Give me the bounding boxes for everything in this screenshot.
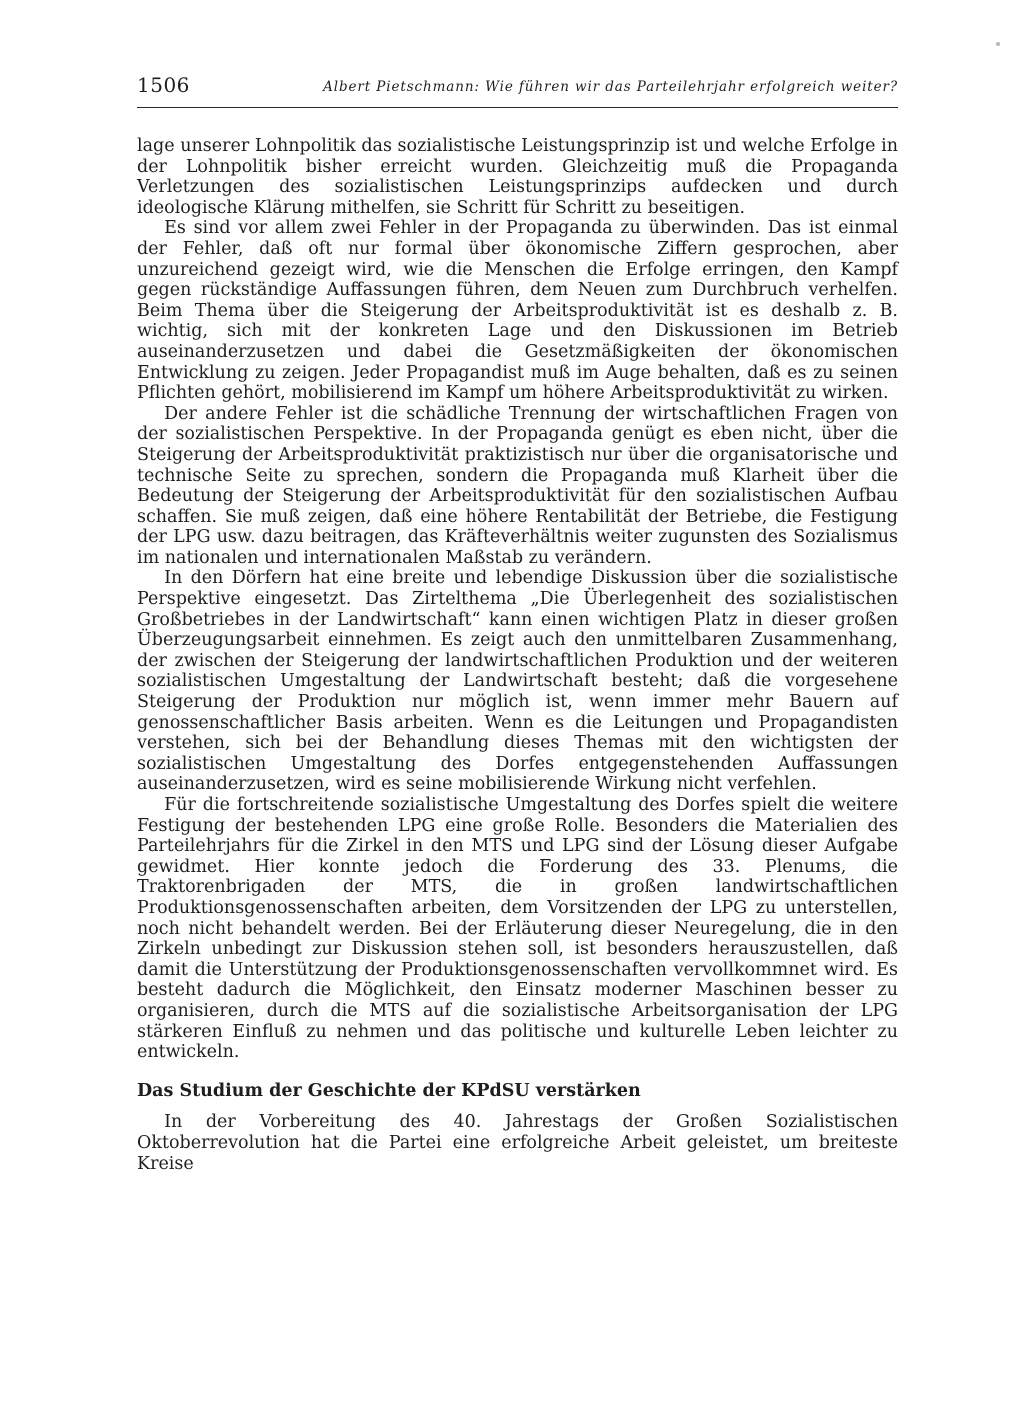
paragraph-continued: lage unserer Lohnpolitik das sozialistische Leistungsprinzip ist und welche Erfolge in der Lohnpolitik bisher erreicht wurden. Gleichzeitig muß die Propaganda Verletzungen des sozialistischen Leistungsprinzips aufdecken und durch ideologische Klärung mithelfen, sie Schritt für Schritt zu beseitigen. <box>137 136 898 218</box>
paragraph-other-error: Der andere Fehler ist die schädliche Trennung der wirtschaftlichen Fragen von der sozialistischen Perspektive. In der Propaganda genügt es eben nicht, über die Steigerung der Arbeitsproduktivität praktizistisch nur über die organisatorische und technische Seite zu sprechen, sondern die Propaganda muß Klarheit über die Bedeutung der Steigerung der Arbeitsproduktivität für den sozialistischen Aufbau schaffen. Sie muß zeigen, daß eine höhere Rentabilität der Betriebe, die Festigung der LPG usw. dazu beitragen, das Kräfteverhältnis weiter zugunsten des Sozialismus im nationalen und internationalen Maßstab zu verändern. <box>137 403 898 568</box>
page-number: 1506 <box>137 73 190 97</box>
paper-speck <box>996 42 1000 46</box>
section-heading: Das Studium der Geschichte der KPdSU verstärken <box>137 1080 641 1101</box>
paragraph-lpg-consolidation: Für die fortschreitende sozialistische Umgestaltung des Dorfes spielt die weitere Festigung der bestehenden LPG eine große Rolle. Besonders die Materialien des Parteilehrjahrs für die Zirkel in den MTS und LPG sind der Lösung dieser Aufgabe gewidmet. Hier konnte jedoch die Forderung des 33. Plenums, die Traktorenbrigaden der MTS, die in großen landwirtschaftlichen Produktionsgenossenschaften arbeiten, dem Vorsitzenden der LPG zu unterstellen, noch nicht behandelt werden. Bei der Erläuterung dieser Neuregelung, die in den Zirkeln unbedingt zur Diskussion stehen soll, ist besonders herauszustellen, daß damit die Unterstützung der Produktionsgenossenschaften vervollkommnet wird. Es besteht dadurch die Möglichkeit, den Einsatz moderner Maschinen besser zu organisieren, durch die MTS auf die sozialistische Arbeitsorganisation der LPG stärkeren Einfluß zu nehmen und das politische und kulturelle Leben leichter zu entwickeln. <box>137 795 898 1063</box>
paragraph-october-revolution: In der Vorbereitung des 40. Jahrestags der Großen Sozialistischen Oktoberrevolution hat die Partei eine erfolgreiche Arbeit geleistet, um breiteste Kreise <box>137 1112 898 1174</box>
running-title: Albert Pietschmann: Wie führen wir das Parteilehrjahr erfolgreich weiter? <box>323 79 898 95</box>
paragraph-villages: In den Dörfern hat eine breite und lebendige Diskussion über die sozialistische Perspektive eingesetzt. Das Zirtelthema „Die Überlegenheit des sozialistischen Großbetriebes in der Landwirtschaft“ kann einen wichtigen Platz in dieser großen Überzeugungsarbeit einnehmen. Es zeigt auch den unmittelbaren Zusammenhang, der zwischen der Steigerung der landwirtschaftlichen Produktion und der weiteren sozialistischen Umgestaltung der Landwirtschaft besteht; daß die vorgesehene Steigerung der Produktion nur möglich ist, wenn immer mehr Bauern auf genossenschaftlicher Basis arbeiten. Wenn es die Leitungen und Propagandisten verstehen, sich bei der Behandlung dieses Themas mit den wichtigsten der sozialistischen Umgestaltung des Dorfes entgegenstehenden Auffassungen auseinanderzusetzen, wird es seine mobilisierende Wirkung nicht verfehlen. <box>137 568 898 795</box>
body-text <box>137 136 898 1174</box>
header-rule <box>137 107 898 108</box>
paragraph-two-errors: Es sind vor allem zwei Fehler in der Propaganda zu überwinden. Das ist einmal der Fehler, daß oft nur formal über ökonomische Ziffern gesprochen, aber unzureichend gezeigt wird, wie die Menschen die Erfolge erringen, den Kampf gegen rückständige Auffassungen führen, dem Neuen zum Durchbruch verhelfen. Beim Thema über die Steigerung der Arbeitsproduktivität ist es deshalb z. B. wichtig, sich mit der konkreten Lage und den Diskussionen im Betrieb auseinanderzusetzen und dabei die Gesetzmäßigkeiten der ökonomischen Entwicklung zu zeigen. Jeder Propagandist muß im Auge behalten, daß es zu seinen Pflichten gehört, mobilisierend im Kampf um höhere Arbeitsproduktivität zu wirken. <box>137 218 898 404</box>
